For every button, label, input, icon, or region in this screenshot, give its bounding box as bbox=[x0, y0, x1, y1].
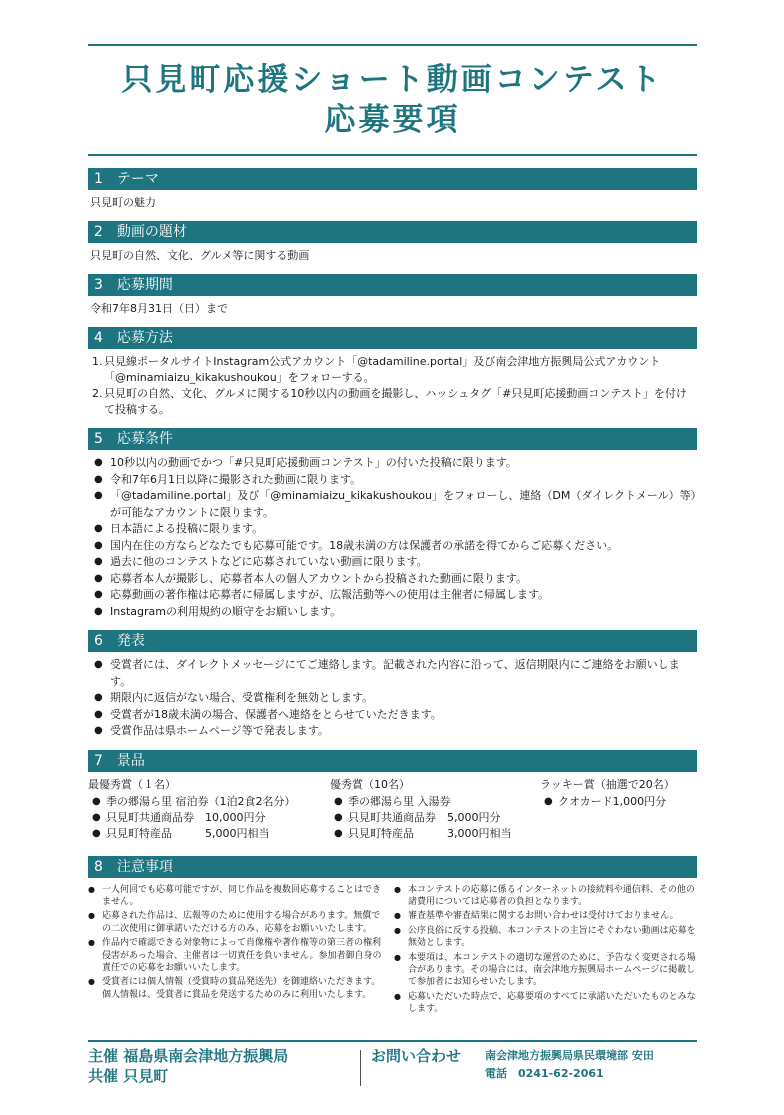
item-text: 受賞者が18歳未満の場合、保護者へ連絡をとらせていただきます。 bbox=[110, 707, 442, 721]
flyer bbox=[88, 44, 697, 1018]
section-notes bbox=[88, 856, 697, 1018]
item-text: 季の郷湯ら里 宿泊券（1泊2食2名分） bbox=[106, 794, 296, 808]
announcement-list bbox=[88, 657, 697, 740]
item-text: 一人何回でも応募可能ですが、同じ作品を複数回応募することはできません。 bbox=[102, 884, 382, 907]
contact-phone: 電話 0241-62-2061 bbox=[485, 1067, 604, 1080]
item-text: 只見線ポータルサイトInstagram公式アカウント「@tadamiline.portal」及び南会津地方振興局公式アカウント「@minamiaizu_kikakushoukou」をフォローする。 bbox=[104, 355, 661, 384]
list-item bbox=[334, 826, 540, 842]
bullet-icon: ● bbox=[394, 991, 401, 1001]
prize-group-lucky bbox=[540, 777, 697, 842]
item-text: 令和7年6月1日以降に撮影された動画に限ります。 bbox=[110, 472, 362, 486]
list-item bbox=[88, 884, 386, 909]
list-item bbox=[94, 538, 697, 555]
prize-list bbox=[88, 794, 330, 842]
item-number: 1. bbox=[92, 355, 103, 368]
bullet-icon: ● bbox=[394, 884, 401, 894]
prize-title: ラッキー賞（抽選で20名） bbox=[540, 777, 675, 791]
bullet-icon: ● bbox=[94, 692, 103, 703]
list-item bbox=[394, 910, 697, 922]
bullet-icon: ● bbox=[88, 911, 95, 921]
item-text: 只見町共通商品券 10,000円分 bbox=[106, 810, 266, 824]
section-period bbox=[88, 274, 697, 317]
section-text: 只見町の魅力 bbox=[90, 196, 156, 209]
bullet-icon: ● bbox=[334, 811, 343, 823]
list-item bbox=[94, 521, 697, 538]
list-item bbox=[94, 455, 697, 472]
notes-columns bbox=[88, 884, 697, 1018]
bullet-icon: ● bbox=[94, 605, 103, 617]
item-text: 公序良俗に反する投稿、本コンテストの主旨にそぐわない動画は応募を無効とします。 bbox=[408, 925, 696, 949]
item-text: 受賞者には、ダイレクトメッセージにてご連絡します。記載された内容に沿って、返信期限内にご連絡をお願いします。 bbox=[110, 658, 680, 688]
prize-group-excellence bbox=[330, 777, 540, 842]
list-item bbox=[88, 976, 386, 1001]
bullet-icon: ● bbox=[394, 925, 401, 935]
prize-title: 最優秀賞（１名） bbox=[88, 777, 176, 791]
bullet-icon: ● bbox=[88, 977, 95, 987]
section-subject bbox=[88, 221, 697, 264]
organizer: 主催 福島県南会津地方振興局 bbox=[88, 1047, 289, 1065]
section-text: 令和7年8月31日（日）まで bbox=[90, 302, 228, 315]
bullet-icon: ● bbox=[94, 457, 103, 468]
list-item bbox=[88, 937, 386, 974]
prize-list bbox=[330, 794, 540, 842]
title-line-1: 只見町応援ショート動画コンテスト bbox=[121, 62, 664, 98]
item-text: 只見町の自然、文化、グルメに関する10秒以内の動画を撮影し、ハッシュタグ「#只見町応援動画コンテスト」を付けて投稿する。 bbox=[104, 387, 687, 416]
bullet-icon: ● bbox=[334, 795, 343, 807]
bullet-icon: ● bbox=[394, 952, 401, 962]
list-item bbox=[92, 386, 697, 418]
list-item bbox=[94, 723, 697, 740]
section-heading: 3 応募期間 bbox=[88, 274, 697, 296]
bullet-icon: ● bbox=[334, 827, 343, 839]
section-heading: 2 動画の題材 bbox=[88, 221, 697, 243]
list-item bbox=[94, 604, 697, 621]
bullet-icon: ● bbox=[94, 473, 103, 485]
section-method bbox=[88, 327, 697, 418]
method-list bbox=[88, 354, 697, 418]
list-item bbox=[94, 472, 697, 489]
bullet-icon: ● bbox=[94, 589, 103, 600]
contact-label: お問い合わせ bbox=[371, 1047, 462, 1065]
cosponsor: 共催 只見町 bbox=[88, 1067, 169, 1085]
prize-title: 優秀賞（10名） bbox=[330, 777, 410, 791]
bullet-icon: ● bbox=[94, 539, 103, 551]
bullet-icon: ● bbox=[92, 811, 101, 823]
item-text: 過去に他のコンテストなどに応募されていない動画に限ります。 bbox=[110, 555, 428, 568]
item-text: 作品内で確認できる対象物によって肖像権や著作権等の第三者の権利侵害があった場合、主催者は一切責任を負いません。参加者御自身の責任での応募をお願いいたします。 bbox=[102, 938, 382, 973]
title-line-2: 応募要項 bbox=[324, 102, 461, 138]
list-item bbox=[394, 925, 697, 950]
section-heading: 1 テーマ bbox=[88, 168, 697, 190]
bullet-icon: ● bbox=[88, 884, 95, 894]
bullet-icon: ● bbox=[92, 827, 101, 839]
item-text: 審査基準や審査結果に関するお問い合わせは受付けておりません。 bbox=[408, 911, 679, 922]
section-conditions bbox=[88, 428, 697, 620]
conditions-list bbox=[88, 455, 697, 620]
list-item bbox=[94, 657, 697, 690]
bullet-icon: ● bbox=[94, 725, 103, 736]
list-item bbox=[394, 952, 697, 989]
item-text: 受賞作品は県ホームページ等で発表します。 bbox=[110, 724, 329, 737]
contact-dept: 南会津地方振興局県民環境部 安田 bbox=[485, 1049, 654, 1062]
bullet-icon: ● bbox=[94, 523, 103, 534]
list-item bbox=[544, 794, 697, 810]
contact-info bbox=[485, 1047, 654, 1083]
item-text: Instagramの利用規約の順守をお願いします。 bbox=[110, 604, 342, 618]
section-heading: 5 応募条件 bbox=[88, 428, 697, 450]
item-text: 国内在住の方ならどなたでも応募可能です。18歳未満の方は保護者の承諾を得てからご応募ください。 bbox=[110, 538, 619, 552]
bullet-icon: ● bbox=[92, 795, 101, 807]
item-text: 只見町共通商品券 5,000円分 bbox=[348, 810, 501, 824]
item-text: 日本語による投稿に限ります。 bbox=[110, 522, 264, 535]
title-top-rule bbox=[88, 44, 697, 46]
bullet-icon: ● bbox=[544, 795, 553, 807]
list-item bbox=[94, 554, 697, 571]
section-heading: 8 注意事項 bbox=[88, 856, 697, 878]
item-text: 只見町特産品 3,000円相当 bbox=[348, 826, 512, 840]
list-item bbox=[394, 991, 697, 1016]
item-number: 2. bbox=[92, 387, 103, 400]
item-text: 「@tadamiline.portal」及び「@minamiaizu_kikakushoukou」をフォローし、連絡（DM（ダイレクトメール）等）が可能なアカウントに限ります。 bbox=[110, 489, 697, 519]
title-bottom-rule bbox=[88, 154, 697, 156]
list-item bbox=[92, 826, 330, 842]
bullet-icon: ● bbox=[94, 708, 103, 720]
list-item bbox=[94, 707, 697, 724]
item-text: 只見町特産品 5,000円相当 bbox=[106, 826, 270, 840]
bullet-icon: ● bbox=[94, 572, 103, 584]
bullet-icon: ● bbox=[94, 490, 103, 501]
section-text: 只見町の自然、文化、グルメ等に関する動画 bbox=[90, 249, 310, 262]
item-text: 本要項は、本コンテストの適切な運営のために、予告なく変更される場合があります。その場合には、南会津地方振興局ホームページに掲載して参加者にお知らせいたします。 bbox=[408, 952, 696, 988]
list-item bbox=[94, 587, 697, 604]
prize-columns bbox=[88, 777, 697, 842]
section-theme bbox=[88, 168, 697, 211]
item-text: 受賞者には個人情報（受賞時の賞品発送先）を御連絡いただきます。個人情報は、受賞者に賞品を発送するためのみに利用いたします。 bbox=[102, 977, 381, 1000]
item-text: 応募動画の著作権は応募者に帰属しますが、広報活動等への使用は主催者に帰属します。 bbox=[110, 588, 550, 601]
list-item bbox=[394, 884, 697, 909]
notes-list-right bbox=[394, 884, 697, 1018]
list-item bbox=[334, 794, 540, 810]
bullet-icon: ● bbox=[94, 659, 103, 670]
section-heading: 7 景品 bbox=[88, 750, 697, 772]
item-text: 応募いただいた時点で、応募要項のすべてに承諾いただいたものとみなします。 bbox=[408, 991, 696, 1015]
section-prizes bbox=[88, 750, 697, 842]
list-item bbox=[94, 690, 697, 707]
page-title bbox=[88, 60, 697, 140]
list-item bbox=[94, 571, 697, 588]
list-item bbox=[92, 354, 697, 386]
prize-list bbox=[540, 794, 697, 810]
bullet-icon: ● bbox=[94, 556, 103, 567]
list-item bbox=[94, 488, 697, 521]
footer bbox=[88, 1040, 697, 1090]
item-text: 季の郷湯ら里 入湯券 bbox=[348, 794, 451, 808]
section-announcement bbox=[88, 630, 697, 740]
item-text: 応募者本人が撮影し、応募者本人の個人アカウントから投稿された動画に限ります。 bbox=[110, 571, 528, 585]
item-text: 10秒以内の動画でかつ「#只見町応援動画コンテスト」の付いた投稿に限ります。 bbox=[110, 456, 517, 469]
footer-divider bbox=[360, 1050, 361, 1086]
section-heading: 4 応募方法 bbox=[88, 327, 697, 349]
item-text: クオカード1,000円分 bbox=[558, 794, 667, 808]
list-item bbox=[334, 810, 540, 826]
bullet-icon: ● bbox=[394, 911, 401, 921]
prize-group-grand bbox=[88, 777, 330, 842]
section-heading: 6 発表 bbox=[88, 630, 697, 652]
list-item bbox=[92, 810, 330, 826]
notes-list-left bbox=[88, 884, 394, 1018]
list-item bbox=[88, 910, 386, 935]
item-text: 期限内に返信がない場合、受賞権利を無効とします。 bbox=[110, 691, 374, 704]
list-item bbox=[92, 794, 330, 810]
item-text: 本コンテストの応募に係るインターネットの接続料や通信料、その他の諸費用については応募者の負担となります。 bbox=[408, 884, 695, 907]
item-text: 応募された作品は、広報等のために使用する場合があります。無償での二次使用に御承諾いただける方のみ、応募をお願いいたします。 bbox=[102, 911, 381, 934]
bullet-icon: ● bbox=[88, 938, 95, 948]
organizers bbox=[88, 1046, 288, 1086]
